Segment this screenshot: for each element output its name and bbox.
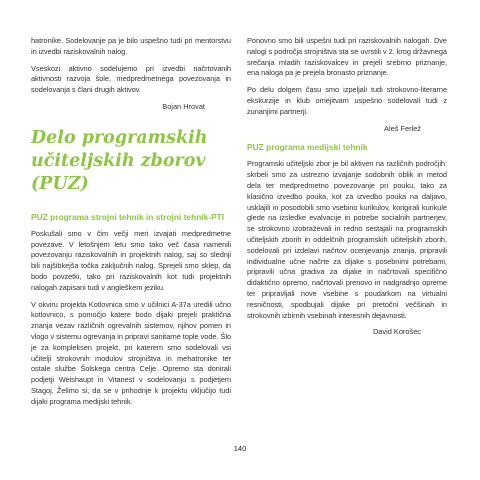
signature-bojan-hrovat: Bojan Hrovat (162, 101, 205, 111)
right-paragraph-2: Po delu dolgem času smo izpeljali tudi strokovno-literarne ekskurzije in klub omejitvam uspešno sodelovali tudi z zunanjimi partnerji. (247, 85, 447, 116)
left-paragraph-1: hatronike. Sodelovanje pa je bilo uspešno tudi pri mentorstvu in izvedbi raziskovalnih nalog. (31, 36, 231, 56)
signature-ales-ferlez: Aleš Ferlež (384, 123, 421, 133)
section-title: Delo programskih učiteljskih zborov (PUZ) (31, 127, 208, 194)
left-paragraph-3: Poskušali smo v čim večji meri izvajati medpredmetne povezave. V letošnjem letu smo tako več časa namenili povezovanju raziskovalnih in projektnih nalog, saj so slednji bili najšibkejša točka zaključnih nalog. Sprejeli smo sklep, da bodo povzetki, tako pri raziskovalnih kot tudi projektnih nalogah zapisani tudi v angleškem jeziku. (31, 228, 231, 292)
left-column (31, 36, 231, 414)
right-column (247, 36, 447, 344)
right-paragraph-3: Programski učiteljski zbor je bil aktiven na različnih področjih: skrbeli smo za ustrezno izvajanje sodobnih oblik in metod dela ter medpredmetno povezovanje pri pouku, tako za klasično izvedbo pouka, kot za izvedbo pouka na daljavo, usklajili in posodobili smo vsebino kurikulov, korigirali kurikule glede na izsledke evalvacije in potrebe socialnih partnerjev, se strokovno izobraževali in redno sestajali na programskih učiteljskih zborih in oddelčnih programskih učiteljskih zborih, sodelovali pri izdelavi načrtov ocenjevanja znanja, pripravili individualne učne načrte za dijake s posebnimi potrebami, pripravili učna gradiva za dijake in načrtovali specifično didaktično opremo, načrtovali prenovo in nadgradnjo opreme ter pripravljali nove vsebine s poudarkom na virtualni resničnosti, spodbujali dijake pri pretočni večšinah in strokovnih izbirnih vsebinah interesnih dejavnosti. (247, 159, 447, 320)
left-paragraph-2: Vseskozi aktivno sodelujemo pri izvedbi načrtovanih aktivnosti razvoja šole, medpredmetnega povezovanja in sodelovanja s člani drugih aktivov. (31, 63, 231, 95)
signature-david-korosec: David Korošec (372, 327, 421, 337)
right-paragraph-1: Ponovno smo bili uspešni tudi pri raziskovalnih nalogah. Dve nalogi s področja strojništva sta se uvrstili v 2. krog državnega srečanja mladih raziskovalcev in prejeli srebrno priznanje, ena naloga pa je prejela bronasto priznanje. (247, 36, 447, 78)
heading-puz-medijski-tehnik: PUZ programa medijski tehnik (247, 142, 368, 153)
page-number: 140 (233, 444, 247, 453)
left-paragraph-4: V okviru projekta Kotlovnica smo v učilnici A-37a uredili učno kotlovnico, s pomočjo katere bodo dijaki prejeli praktična znanja vezav različnih ogrevalnih sistemov, njihov pomen in vlogo v sistemu ogrevanja in pripravi sanitarne tople vode. Šlo je za kompleksen projekt, pri katerem smo sodelovali vsi učitelji strokovnih modulov strojništva in mehatronike ter ostale službe Šolskega centra Celje. Opremo sta donirali podjetji Weishaupt in Vitanest v sodelovanju s podjetjem Stagoj. Želimo si, da se v prihodnje k projektu vključijo tudi dijaki programa medijski tehnik. (31, 299, 231, 406)
heading-puz-strojni-tehnik: PUZ programa strojni tehnik in strojni tehnik-PTI (31, 211, 225, 222)
